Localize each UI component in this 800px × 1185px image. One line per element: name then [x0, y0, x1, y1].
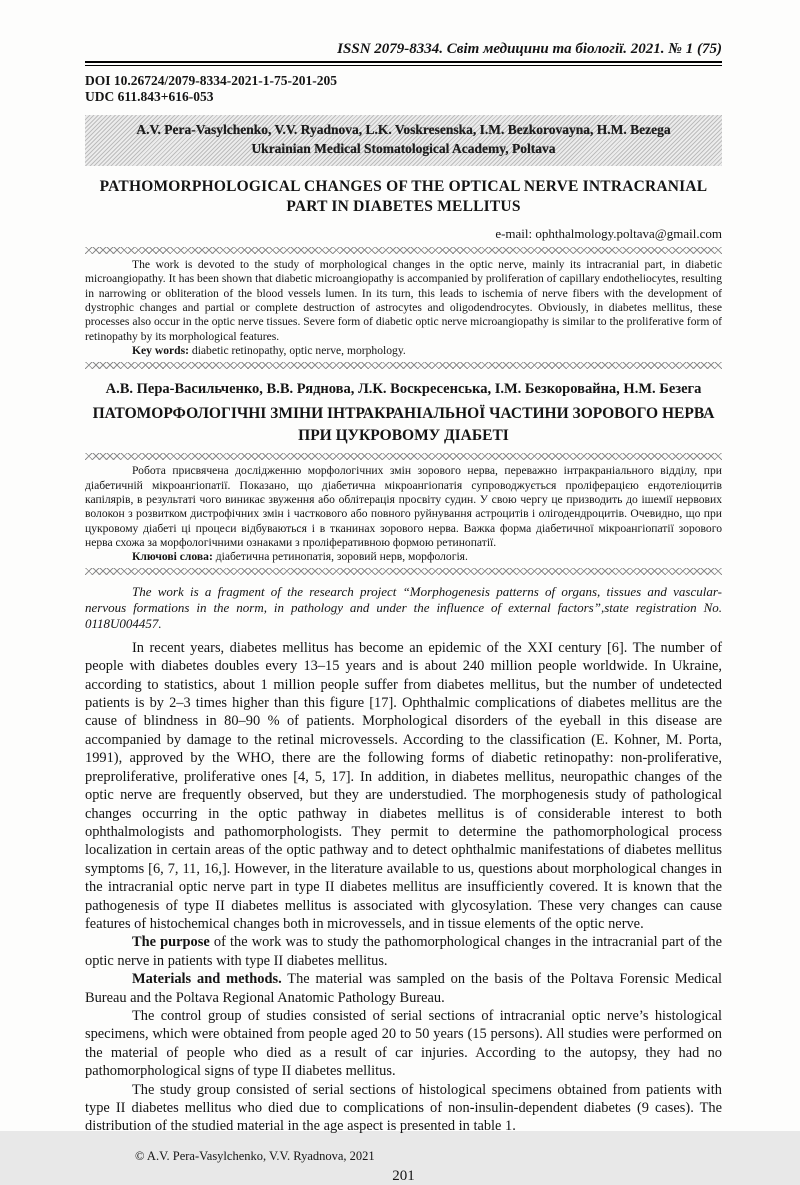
article-title-uk: ПАТОМОРФОЛОГІЧНІ ЗМІНИ ІНТРАКРАНІАЛЬНОЇ ЧАСТИНИ ЗОРОВОГО НЕРВА ПРИ ЦУКРОВОМУ ДІАБЕТІ [92, 405, 715, 444]
copyright-line: © A.V. Pera-Vasylchenko, V.V. Ryadnova, 2021 [135, 1148, 375, 1163]
article-title-en: PATHOMORPHOLOGICAL CHANGES OF THE OPTICAL NERVE INTRACRANIAL PART IN DIABETES MELLITUS [99, 177, 708, 215]
udc-line: UDC 611.843+616-053 [85, 88, 214, 104]
page-number: 201 [392, 1167, 415, 1184]
wavy-divider [85, 247, 722, 254]
wavy-divider [85, 568, 722, 575]
keywords-en-value: diabetic retinopathy, optic nerve, morphology. [189, 343, 406, 357]
journal-issn-line: ISSN 2079-8334. Світ медицини та біології. 2021. № 1 (75) [337, 41, 722, 57]
keywords-en-label: Key words: [132, 343, 189, 357]
email-line: e-mail: ophthalmology.poltava@gmail.com [495, 226, 722, 242]
abstract-en [85, 256, 722, 360]
keywords-uk-value: діабетична ретинопатія, зоровий нерв, морфологія. [212, 550, 468, 564]
purpose-text: of the work was to study the pathomorphological changes in the intracranial part of the optic nerve in patients with type II diabetes mellitus. [85, 934, 722, 969]
wavy-divider [85, 362, 722, 369]
body-paragraph-intro: In recent years, diabetes mellitus has become an epidemic of the XXI century [6]. The number of people with diabetes doubles every 13–15 years and is about 240 million people worldwide. In Ukraine, according to statistics, about 1 million people suffer from diabetes mellitus, but the number of undetected patients is by 2–3 times higher than this figure [17]. Ophthalmic complications of diabetes mellitus are the cause of blindness in 80–90 % of patients. Morphological disorders of the eyeball in this disease are accompanied by damage to the retinal microvessels. According to the classification (E. Kohner, M. Porta, 1991), approved by the WHO, there are the following forms of diabetic retinopathy: non-proliferative, preproliferative, proliferative ones [4, 5, 17]. In addition, in diabetes mellitus, neuropathic changes of the optic nerve are frequently observed, but they are understudied. The morphogenesis study of pathological changes occurring in the optic pathway in diabetes mellitus is of considerable interest to both ophthalmologists and pathomorphologists. They permit to determine the pathomorphological process localization in certain areas of the optic pathway and to detect ophthalmic manifestations of diabetes mellitus symptoms [6, 7, 11, 16,]. However, in the literature available to us, questions about morphological changes in the intracranial optic nerve part in type II diabetes mellitus are insufficiently covered. It is known that the pathogenesis of type II diabetes mellitus is associated with glycosylation. These very changes can cause features of histochemical changes both in microvessels, and in tissue elements of the optic nerve. [85, 639, 722, 932]
wavy-divider [85, 453, 722, 460]
authors-banner [85, 115, 722, 166]
keywords-en-line [85, 344, 722, 358]
keywords-uk-label: Ключові слова: [132, 550, 213, 564]
methods-label: Materials and methods. [132, 971, 282, 988]
affiliation-en: Ukrainian Medical Stomatological Academy, Poltava [251, 140, 556, 156]
research-fragment-note: The work is a fragment of the research project “Morphogenesis patterns of organs, tissues and vascular-nervous formations in the norm, in pathology and under the influence of external factors”,state registration No. 0118U004457. [85, 584, 722, 632]
body-paragraph-study-group: The study group consisted of serial sections of histological specimens obtained from patients with type II diabetes mellitus who died due to complications of non-insulin-dependent diabetes (9 cases). The distribution of the studied material in the age aspect is presented in table 1. [85, 1081, 722, 1135]
methods-text: The material was sampled on the basis of the Poltava Forensic Medical Bureau and the Poltava Regional Anatomic Pathology Bureau. [85, 971, 722, 1006]
header-double-rule [85, 61, 722, 66]
abstract-uk [85, 462, 722, 566]
authors-uk: А.В. Пера-Васильченко, В.В. Ряднова, Л.К. Воскресенська, І.М. Безкоровайна, Н.М. Безега [105, 381, 702, 398]
authors-en: A.V. Pera-Vasylchenko, V.V. Ryadnova, L.K. Voskresenska, I.M. Bezkorovayna, H.M. Bezega [136, 122, 671, 138]
abstract-uk-text: Робота присвячена дослідженню морфологічних змін зорового нерва, переважно інтракраніального відділу, при діабетичній мікроангіопатії. Показано, що діабетична мікроангіопатія супроводжується проліферацією ендотеліоцитів капілярів, в результаті чого виникає звуження або облітерація просвіту судин. У свою чергу це призводить до ішемії нервових волокон з розвитком дистрофічних змін і часткового або повного руйнування астроцитів і олігодендроцитів. Очевидно, що при цукровому діабеті ці процеси відбуваються і в тканинах зорового нерва. Важка форма діабетичної мікроангіопатії зорового нерва схожа за морфологічними ознаками з проліферативною формою ретинопатії. [85, 464, 722, 549]
abstract-en-text: The work is devoted to the study of morphological changes in the optic nerve, mainly its intracranial part, in diabetic microangiopathy. It has been shown that diabetic microangiopathy is accompanied by proliferation of capillary endotheliocytes, resulting in narrowing or obliteration of the blood vessels lumen. In its turn, this leads to ischemia of nerve fibers with the development of dystrophic changes and partial or complete destruction of astrocytes and oligodendrocytes. Obviously, in diabetes mellitus, these processes also occur in the optic nerve tissues. Severe form of diabetic optic nerve microangiopathy is similar to the proliferative form of retinopathy by its morphological features. [85, 258, 722, 343]
keywords-uk-line [85, 550, 722, 564]
body-paragraph-purpose [85, 933, 722, 970]
purpose-label: The purpose [132, 934, 210, 951]
body-paragraph-control-group: The control group of studies consisted of serial sections of intracranial optic nerve’s histological specimens, which were obtained from people aged 20 to 50 years (15 persons). All studies were performed on the material of people who died as a result of car injuries. According to the autopsy, they had no pathomorphological signs of type II diabetes mellitus. [85, 1007, 722, 1080]
article-body [85, 639, 722, 1136]
body-paragraph-methods [85, 970, 722, 1007]
doi-line: DOI 10.26724/2079-8334-2021-1-75-201-205 [85, 73, 337, 88]
